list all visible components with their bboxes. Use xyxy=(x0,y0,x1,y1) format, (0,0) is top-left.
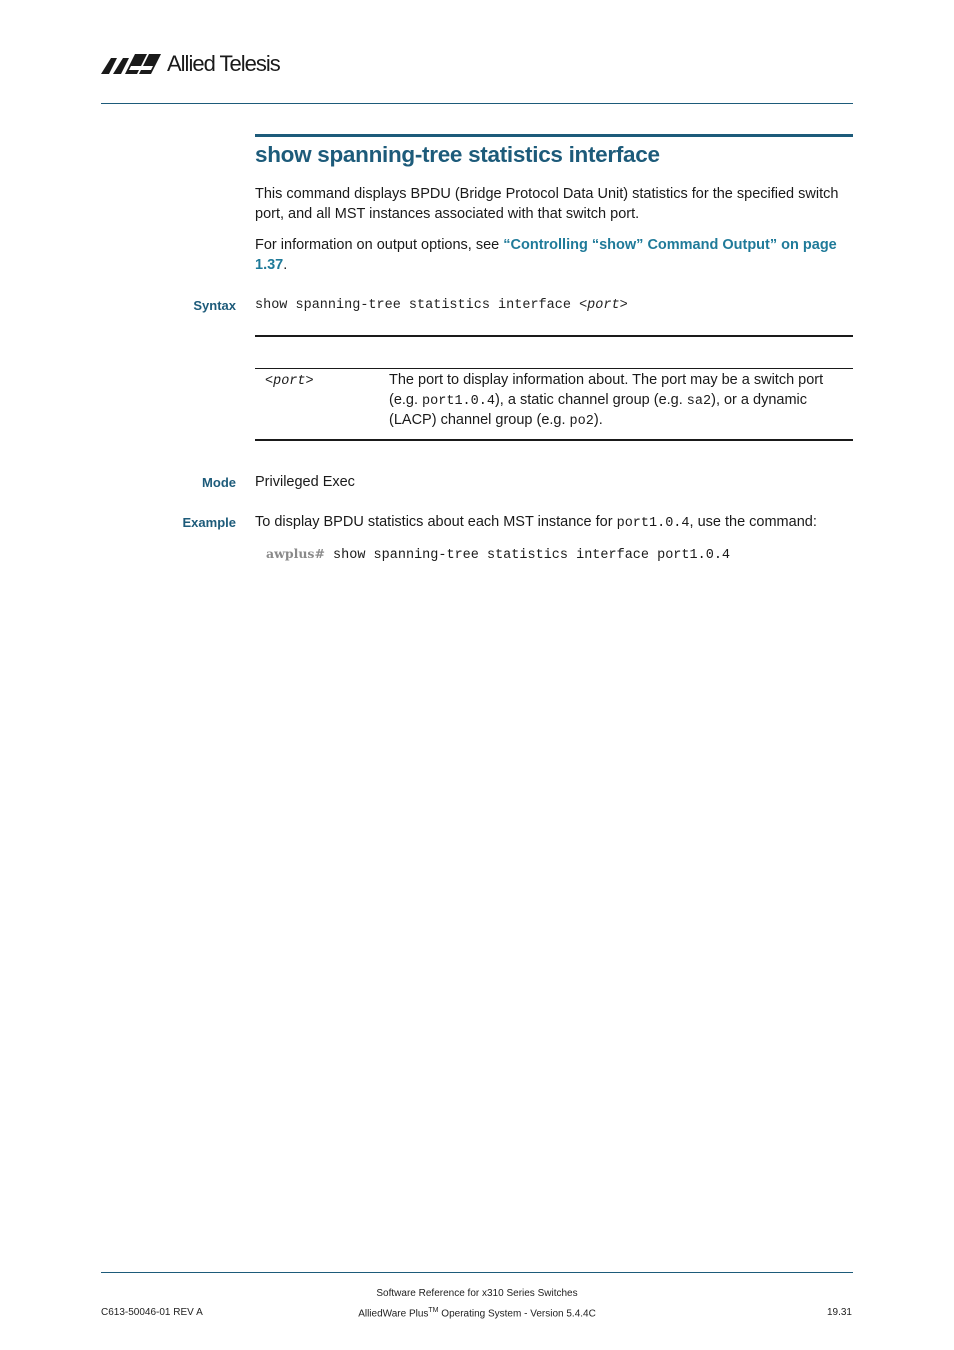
param-desc-part: ), or a dynamic (LACP) channel group (e.g. xyxy=(389,391,808,428)
page-title: show spanning-tree statistics interface xyxy=(255,142,660,167)
mode-label: Mode xyxy=(202,475,236,490)
logo-text: Allied Telesis xyxy=(167,51,280,76)
allied-telesis-logo xyxy=(101,50,280,78)
param-desc-part: ), a static channel group (e.g. xyxy=(494,391,687,408)
parameter-name: <port> xyxy=(265,374,314,389)
parameter-description xyxy=(389,371,853,432)
cli-prompt: awplus# xyxy=(266,546,325,561)
example-code-port: port1.0.4 xyxy=(616,516,690,531)
title-bar xyxy=(255,134,853,137)
example-text-part: , use the command: xyxy=(689,514,817,530)
cli-command: show spanning-tree statistics interface port1.0.4 xyxy=(324,548,731,563)
footer-version: Operating System - Version 5.4.4C xyxy=(438,1308,596,1320)
footer-rule xyxy=(101,1272,853,1273)
param-code-po: po2 xyxy=(569,414,594,429)
table-top-rule xyxy=(255,335,853,337)
info-prefix: For information on output options, see xyxy=(255,237,504,253)
header-rule xyxy=(101,103,853,104)
footer-title: Software Reference for x310 Series Switches xyxy=(376,1288,578,1299)
syntax-command xyxy=(255,297,628,315)
table-bottom-rule xyxy=(255,439,853,441)
param-desc-part: ). xyxy=(593,412,603,428)
example-text-part: To display BPDU statistics about each MST instance for xyxy=(255,514,617,530)
footer-doc-id: C613-50046-01 REV A xyxy=(101,1307,203,1318)
param-desc-part: The port to display information about. The port may be a switch port (e.g. xyxy=(389,372,824,408)
syntax-label: Syntax xyxy=(193,298,236,313)
param-code-sa: sa2 xyxy=(686,393,712,409)
mode-value: Privileged Exec xyxy=(255,474,355,490)
logo-mark-icon xyxy=(101,54,163,74)
param-code-port: port1.0.4 xyxy=(422,393,495,409)
info-suffix: . xyxy=(283,256,288,273)
info-paragraph xyxy=(255,236,853,275)
footer-page-number: 19.31 xyxy=(826,1307,852,1318)
table-header-rule xyxy=(255,368,853,369)
description: This command displays BPDU (Bridge Protocol Data Unit) statistics for the specified switch port, and all MST instances associated with that switch port. xyxy=(255,186,839,222)
example-command-line xyxy=(266,545,730,565)
footer-os-version xyxy=(300,1304,654,1320)
syntax-arg: <port> xyxy=(579,298,628,313)
footer-trademark: TM xyxy=(428,1307,439,1314)
example-text xyxy=(255,513,853,534)
output-options-link[interactable]: “Controlling “show” Command Output” on page 1.37 xyxy=(255,237,837,273)
syntax-command-text: show spanning-tree statistics interface xyxy=(255,298,580,313)
footer-os-name: AlliedWare Plus xyxy=(358,1308,429,1320)
example-label: Example xyxy=(182,515,236,530)
